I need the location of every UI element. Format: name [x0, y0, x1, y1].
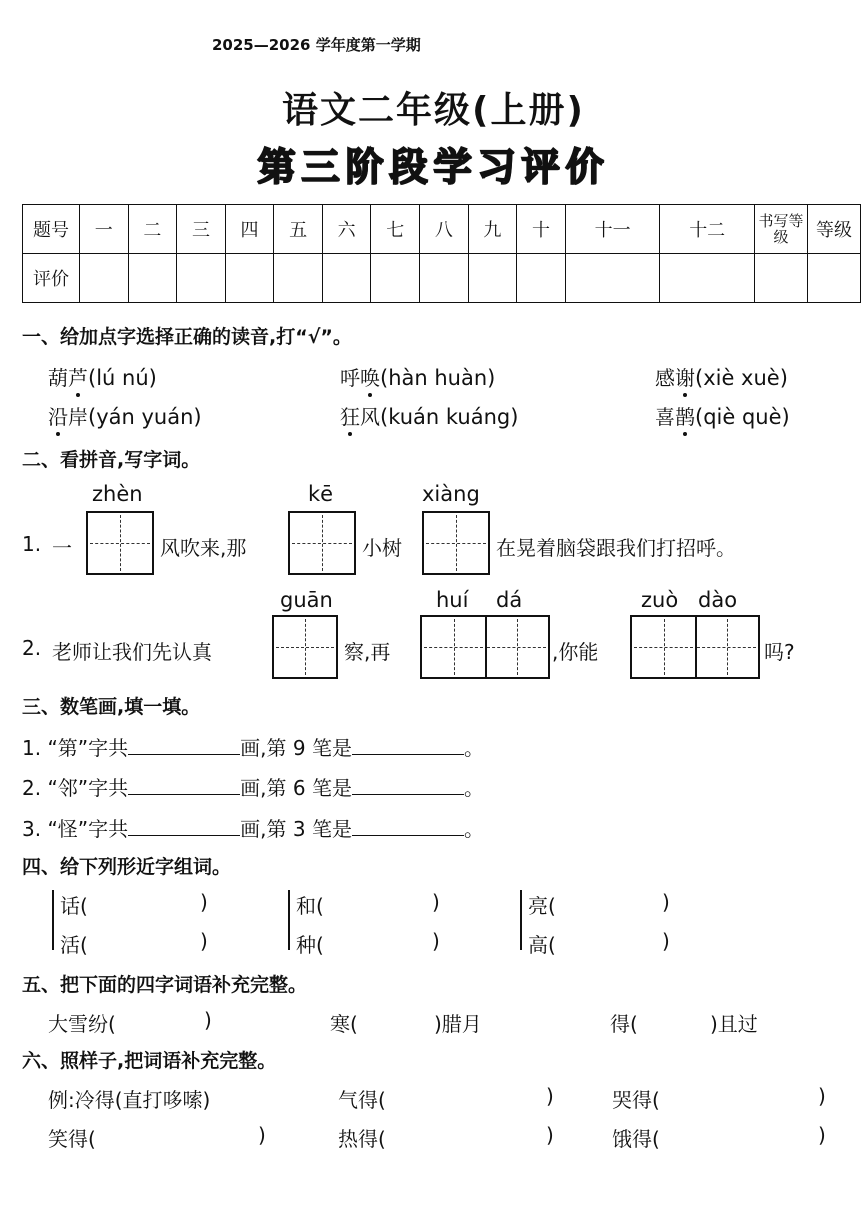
word-char: 喜	[655, 405, 675, 429]
stroke-question	[22, 813, 484, 842]
dotted-char: 芦	[68, 362, 88, 391]
score-cell[interactable]	[225, 254, 274, 303]
idiom-item[interactable]: 得(	[610, 1012, 638, 1036]
section-4-title: 四、给下列形近字组词。	[22, 856, 232, 878]
answer-blank[interactable]	[352, 736, 464, 755]
section-2-title: 二、看拼音,写字词。	[22, 449, 201, 471]
word-char: 呼	[340, 366, 360, 390]
pinyin-options: (xiè xuè)	[695, 366, 788, 390]
writing-grid[interactable]	[288, 511, 356, 575]
section-5-title: 五、把下面的四字词语补充完整。	[22, 974, 308, 996]
score-header-cell: 十	[517, 205, 566, 254]
char-word-item[interactable]: 话(	[60, 894, 88, 918]
question-text: 2. “邻”字共	[22, 776, 129, 800]
score-header-cell: 六	[322, 205, 371, 254]
char-word-item[interactable]: 和(	[296, 894, 324, 918]
pinyin-item[interactable]	[655, 362, 788, 391]
pinyin-options: (qiè què)	[695, 405, 790, 429]
score-cell[interactable]	[808, 254, 861, 303]
pinyin-hint: guān	[280, 588, 333, 612]
paren-close: )	[818, 1084, 826, 1108]
paren-close: )	[546, 1084, 554, 1108]
answer-blank[interactable]	[352, 817, 464, 836]
question-text: 。	[463, 817, 484, 841]
answer-blank[interactable]	[128, 776, 240, 795]
word-char: 风	[360, 405, 380, 429]
idiom-item[interactable]: 大雪纷(	[48, 1012, 116, 1036]
word-char: 感	[655, 366, 675, 390]
idiom-item-end: )	[204, 1008, 212, 1032]
score-header-cell: 二	[128, 205, 177, 254]
pinyin-item[interactable]	[655, 401, 790, 430]
score-value-row	[23, 254, 861, 303]
pinyin-item[interactable]	[48, 362, 157, 391]
score-header-cell: 一	[80, 205, 129, 254]
page-subtitle: 第三阶段学习评价	[257, 145, 610, 189]
answer-blank[interactable]	[352, 776, 464, 795]
pinyin-options: (yán yuán)	[88, 405, 202, 429]
writing-grid[interactable]	[422, 511, 490, 575]
score-cell[interactable]	[517, 254, 566, 303]
term-label: 2025—2026 学年度第一学期	[212, 36, 421, 54]
pinyin-hint: zuò	[641, 588, 679, 612]
dotted-char: 鹊	[675, 401, 695, 430]
question-text: 。	[463, 776, 484, 800]
score-header-cell: 八	[420, 205, 469, 254]
score-cell[interactable]	[177, 254, 226, 303]
page-title: 语文二年级(上册)	[282, 90, 585, 131]
section-3-title: 三、数笔画,填一填。	[22, 696, 201, 718]
question-text: 察,再	[344, 640, 391, 664]
score-header-cell: 题号	[23, 205, 80, 254]
score-header-row	[23, 205, 861, 254]
paren-close: )	[432, 890, 440, 914]
pinyin-item[interactable]	[340, 362, 495, 391]
section-1-title: 一、给加点字选择正确的读音,打“√”。	[22, 326, 352, 348]
score-row-label: 评价	[23, 254, 80, 303]
group-bracket	[520, 890, 525, 950]
question-text: 1. “第”字共	[22, 736, 129, 760]
score-cell[interactable]	[660, 254, 755, 303]
char-word-item[interactable]: 高(	[528, 933, 556, 957]
char-word-item[interactable]: 活(	[60, 933, 88, 957]
question-number: 2.	[22, 636, 42, 660]
question-text: 风吹来,那	[160, 536, 247, 560]
pinyin-options: (lú nú)	[88, 366, 157, 390]
score-table	[22, 204, 861, 303]
char-word-item[interactable]: 亮(	[528, 894, 556, 918]
score-header-cell: 等级	[808, 205, 861, 254]
dotted-char: 沿	[48, 401, 68, 430]
pinyin-options: (kuán kuáng)	[380, 405, 519, 429]
score-cell[interactable]	[128, 254, 177, 303]
writing-grid[interactable]	[420, 615, 550, 679]
score-header-cell: 四	[225, 205, 274, 254]
idiom-item-end: )且过	[710, 1012, 758, 1036]
question-text: 画,第 3 笔是	[240, 817, 352, 841]
score-header-cell: 七	[371, 205, 420, 254]
pinyin-hint: xiàng	[422, 482, 480, 506]
question-text: 画,第 9 笔是	[240, 736, 352, 760]
pinyin-hint: zhèn	[92, 482, 143, 506]
score-header-cell: 九	[468, 205, 517, 254]
score-header-cell: 十一	[565, 205, 660, 254]
score-header-cell: 十二	[660, 205, 755, 254]
score-cell[interactable]	[420, 254, 469, 303]
dotted-char: 唤	[360, 362, 380, 391]
group-bracket	[52, 890, 57, 950]
idiom-item[interactable]: 寒(	[330, 1012, 358, 1036]
phrase-item[interactable]: 热得(	[338, 1127, 386, 1151]
group-bracket	[288, 890, 293, 950]
dotted-char: 狂	[340, 401, 360, 430]
stroke-question	[22, 732, 484, 761]
paren-close: )	[662, 929, 670, 953]
section-6-title: 六、照样子,把词语补充完整。	[22, 1050, 277, 1072]
paren-close: )	[662, 890, 670, 914]
paren-close: )	[546, 1123, 554, 1147]
score-cell[interactable]	[565, 254, 660, 303]
phrase-item[interactable]: 饿得(	[612, 1127, 660, 1151]
paren-close: )	[200, 890, 208, 914]
pinyin-item[interactable]	[340, 401, 518, 430]
score-cell[interactable]	[468, 254, 517, 303]
score-cell[interactable]	[755, 254, 808, 303]
score-header-cell: 书写等级	[755, 205, 808, 254]
pinyin-hint: dào	[698, 588, 738, 612]
phrase-item[interactable]: 笑得(	[48, 1127, 96, 1151]
phrase-item[interactable]: 哭得(	[612, 1088, 660, 1112]
char-word-item[interactable]: 种(	[296, 933, 324, 957]
idiom-item-end: )腊月	[434, 1012, 482, 1036]
pinyin-hint: kē	[308, 482, 334, 506]
pinyin-options: (hàn huàn)	[380, 366, 496, 390]
question-text: 3. “怪”字共	[22, 817, 129, 841]
paren-close: )	[200, 929, 208, 953]
phrase-item[interactable]: 气得(	[338, 1088, 386, 1112]
pinyin-hint: dá	[496, 588, 523, 612]
score-header-cell: 五	[274, 205, 323, 254]
example-text: 例:冷得(直打哆嗦)	[48, 1088, 211, 1112]
question-text: 。	[463, 736, 484, 760]
question-text: 老师让我们先认真	[52, 640, 212, 664]
word-char: 葫	[48, 366, 68, 390]
stroke-question	[22, 772, 484, 801]
question-text: 吗?	[764, 640, 795, 664]
question-text: 在晃着脑袋跟我们打招呼。	[496, 536, 736, 560]
writing-grid[interactable]	[86, 511, 154, 575]
question-number: 1.	[22, 532, 42, 556]
paren-close: )	[432, 929, 440, 953]
paren-close: )	[258, 1123, 266, 1147]
question-text: 小树	[362, 536, 402, 560]
paren-close: )	[818, 1123, 826, 1147]
question-text: 画,第 6 笔是	[240, 776, 352, 800]
score-header-cell: 三	[177, 205, 226, 254]
pinyin-hint: huí	[436, 588, 469, 612]
score-cell[interactable]	[371, 254, 420, 303]
question-text: 一	[52, 536, 72, 560]
answer-blank[interactable]	[128, 817, 240, 836]
score-cell[interactable]	[274, 254, 323, 303]
word-char: 岸	[68, 405, 88, 429]
pinyin-item[interactable]	[48, 401, 202, 430]
answer-blank[interactable]	[128, 736, 240, 755]
writing-grid[interactable]	[272, 615, 338, 679]
score-cell[interactable]	[322, 254, 371, 303]
dotted-char: 谢	[675, 362, 695, 391]
writing-grid[interactable]	[630, 615, 760, 679]
question-text: ,你能	[552, 640, 599, 664]
score-cell[interactable]	[80, 254, 129, 303]
